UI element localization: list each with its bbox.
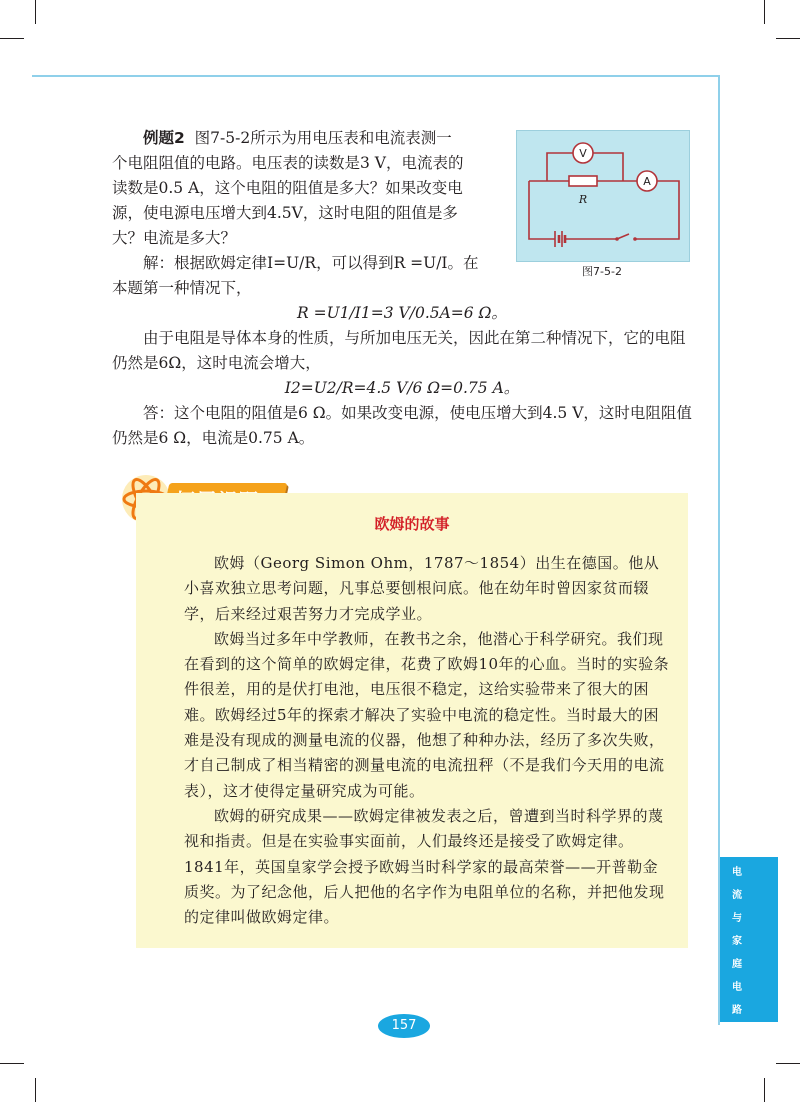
switch	[617, 234, 629, 239]
story-paragraph: 欧姆的研究成果——欧姆定律被发表之后，曾遭到当时科学界的蔑视和指责。但是在实验事实面前，人们最终还是接受了欧姆定律。1841年，英国皇家学会授予欧姆当时科学家的最高荣誉——开普勒金质奖。为了纪念他，后人把他的名字作为电阻单位的名称，并把他发现的定律叫做欧姆定律。	[184, 806, 665, 927]
example-line: 大？电流是多大？	[112, 229, 237, 247]
switch-pivot	[615, 237, 619, 241]
chapter-tab-char: 流	[732, 890, 742, 901]
resistor-label: R	[578, 193, 588, 206]
crop-mark	[776, 38, 800, 39]
crop-mark	[764, 0, 765, 24]
story-body	[184, 551, 670, 930]
crop-mark	[0, 1063, 24, 1064]
crop-mark	[776, 1063, 800, 1064]
crop-mark	[35, 1078, 36, 1102]
figure-caption: 图7-5-2	[582, 265, 622, 278]
ammeter-label: A	[643, 175, 651, 188]
circuit-figure	[516, 130, 690, 262]
formula-1: R =U1/I1=3 V/0.5A=6 Ω。	[297, 304, 507, 322]
answer-paragraph: 答：这个电阻的阻值是6 Ω。如果改变电源，使电压增大到4.5 V，这时电阻阻值仍然是6 Ω，电流是0.75 A。	[112, 404, 692, 447]
story-title: 欧姆的故事	[374, 515, 450, 533]
chapter-tab-char: 电	[732, 867, 742, 878]
switch-contact	[633, 237, 637, 241]
chapter-tab-char: 电	[732, 982, 742, 993]
chapter-tab-char: 与	[732, 913, 742, 924]
example-line: 图7-5-2所示为用电压表和电流表测一	[194, 129, 452, 147]
page-frame-top	[32, 75, 720, 77]
solution-intro: 解：根据欧姆定律I=U/R，可以得到R =U/I。在	[143, 254, 479, 272]
example-problem	[112, 126, 497, 151]
crop-mark	[0, 38, 24, 39]
solution-paragraph: 由于电阻是导体本身的性质，与所加电压无关，因此在第二种情况下，它的电阻仍然是6Ω，这时电流会增大，	[112, 329, 686, 372]
crop-mark	[35, 0, 36, 24]
story-paragraph: 欧姆当过多年中学教师，在教书之余，他潜心于科学研究。我们现在看到的这个简单的欧姆定律，花费了欧姆10年的心血。当时的实验条件很差，用的是伏打电池，电压很不稳定，这给实验带来了很大的困难。欧姆经过5年的探索才解决了实验中电流的稳定性。当时最大的困难是没有现成的测量电流的仪器，他想了种种办法，经历了多次失败，才自己制成了相当精密的测量电流的电流扭秤（不是我们今天用的电流表），这才使得定量研究成为可能。	[184, 629, 670, 800]
solution-intro-2: 本题第一种情况下，	[112, 279, 252, 297]
circuit-diagram	[517, 131, 689, 261]
page-number: 157	[378, 1014, 430, 1038]
formula-2: I2=U2/R=4.5 V/6 Ω=0.75 A。	[284, 379, 520, 397]
chapter-tab-char: 庭	[732, 959, 742, 970]
resistor-icon	[569, 176, 597, 186]
story-paragraph: 欧姆（Georg Simon Ohm，1787～1854）出生在德国。他从小喜欢独立思考问题，凡事总要刨根问底。他在幼年时曾因家贫而辍学，后来经过艰苦努力才完成学业。	[184, 554, 660, 623]
example-line: 源，使电源电压增大到4.5V，这时电阻的阻值是多	[112, 204, 458, 222]
chapter-tab-char: 路	[732, 1005, 742, 1016]
chapter-tab-char: 家	[732, 936, 742, 947]
battery-icon	[555, 231, 565, 247]
crop-mark	[764, 1078, 765, 1102]
example-label: 例题2	[143, 129, 185, 147]
example-line: 读数是0.5 A，这个电阻的阻值是多大？如果改变电	[112, 179, 463, 197]
wire	[529, 181, 555, 239]
voltmeter-label: V	[579, 147, 587, 160]
story-panel	[136, 493, 688, 948]
chapter-side-tab	[720, 857, 778, 1022]
example-line: 个电阻阻值的电路。电压表的读数是3 V，电流表的	[112, 154, 464, 172]
